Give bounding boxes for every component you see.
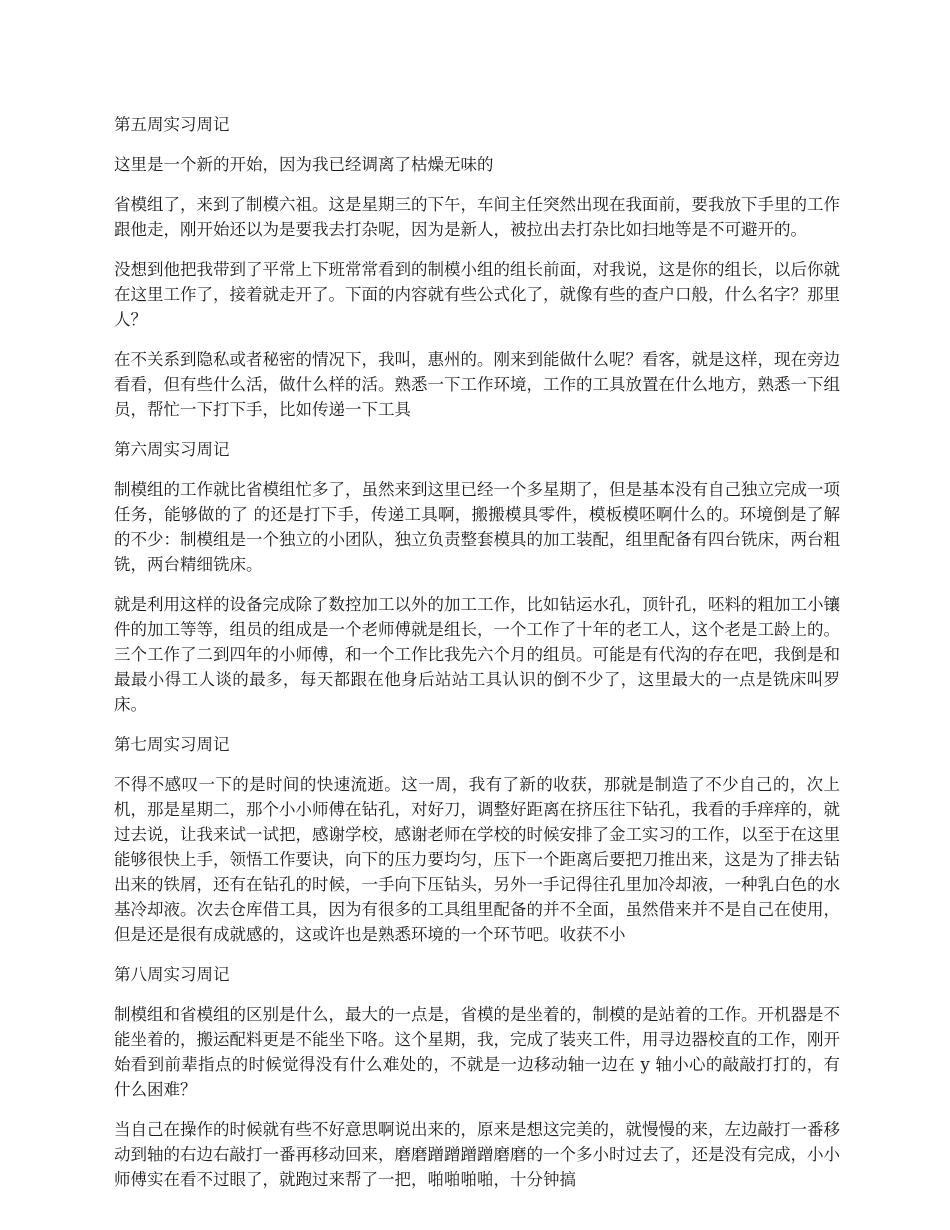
paragraph: 不得不感叹一下的是时间的快速流逝。这一周，我有了新的收获，那就是制造了不少自己的，次上机，那是星期二，那个小小师傅在钻孔，对好刀，调整好距离在挤压往下钻孔，我看的手痒痒的，就过去说，让我来试一试把，感谢学校，感谢老师在学校的时候安排了金工实习的工作，以至于在这里能够很快上手，领悟工作要诀，向下的压力要均匀，压下一个距离后要把刀推出来，这是为了排去钻出来的铁屑，还有在钻孔的时候，一手向下压钻头，另外一手记得往孔里加冷却液，一种乳白色的水基冷却液。次去仓库借工具，因为有很多的工具组里配备的并不全面，虽然借来并不是自己在使用，但是还是很有成就感的，这或许也是熟悉环境的一个环节吧。收获不小 <box>114 775 840 944</box>
paragraph: 省模组了，来到了制模六祖。这是星期三的下午，车间主任突然出现在我面前，要我放下手里的工作跟他走，刚开始还以为是要我去打杂呢，因为是新人，被拉出去打杂比如扫地等是不可避开的。 <box>114 195 840 239</box>
paragraph: 没想到他把我带到了平常上下班常常看到的制模小组的组长前面，对我说，这是你的组长，以后你就在这里工作了，接着就走开了。下面的内容就有些公式化了，就像有些的查户口般，什么名字？那里人？ <box>114 260 840 329</box>
paragraph: 制模组的工作就比省模组忙多了，虽然来到这里已经一个多星期了，但是基本没有自己独立完成一项任务，能够做的了 的还是打下手，传递工具啊，搬搬模具零件，模板模呸啊什么的。环境倒是了解的不少：制模组是一个独立的小团队，独立负责整套模具的加工装配，组里配备有四台铣床，两台粗铣，两台精细铣床。 <box>114 480 840 574</box>
paragraph: 在不关系到隐私或者秘密的情况下，我叫，惠州的。刚来到能做什么呢？看客，就是这样，现在旁边看看，但有些什么活，做什么样的活。熟悉一下工作环境，工作的工具放置在什么地方，熟悉一下组员，帮忙一下打下手，比如传递一下工具 <box>114 350 840 419</box>
paragraph: 这里是一个新的开始，因为我已经调离了枯燥无味的 <box>114 155 494 174</box>
section-heading-week8: 第八周实习周记 <box>114 965 230 984</box>
paragraph: 就是利用这样的设备完成除了数控加工以外的加工工作，比如钻运水孔，顶针孔，呸料的粗加工小镶件的加工等等，组员的组成是一个老师傅就是组长，一个工作了十年的老工人，这个老是工龄上的。三个工作了二到四年的小师傅，和一个工作比我先六个月的组员。可能是有代沟的存在吧，我倒是和最最小得工人谈的最多，每天都跟在他身后站站工具认识的倒不少了，这里最大的一点是铣床叫罗床。 <box>114 595 840 714</box>
document-page <box>114 112 840 1207</box>
section-heading-week5: 第五周实习周记 <box>114 115 230 134</box>
paragraph: 当自己在操作的时候就有些不好意思啊说出来的，原来是想这完美的，就慢慢的来，左边敲打一番移动到轴的右边右敲打一番再移动回来，磨磨蹭蹭蹭蹭磨磨的一个多小时过去了，还是没有完成，小小师傅实在看不过眼了，就跑过来帮了一把，啪啪啪啪，十分钟搞 <box>114 1120 840 1189</box>
paragraph: 制模组和省模组的区别是什么，最大的一点是，省模的是坐着的，制模的是站着的工作。开机器是不能坐着的，搬运配料更是不能坐下咯。这个星期，我，完成了装夹工件，用寻边器校直的工作，刚开始看到前辈指点的时候觉得没有什么难处的，不就是一边移动轴一边在 y 轴小心的敲敲打打的，有什么困难？ <box>114 1005 840 1099</box>
section-heading-week6: 第六周实习周记 <box>114 440 230 459</box>
section-heading-week7: 第七周实习周记 <box>114 735 230 754</box>
